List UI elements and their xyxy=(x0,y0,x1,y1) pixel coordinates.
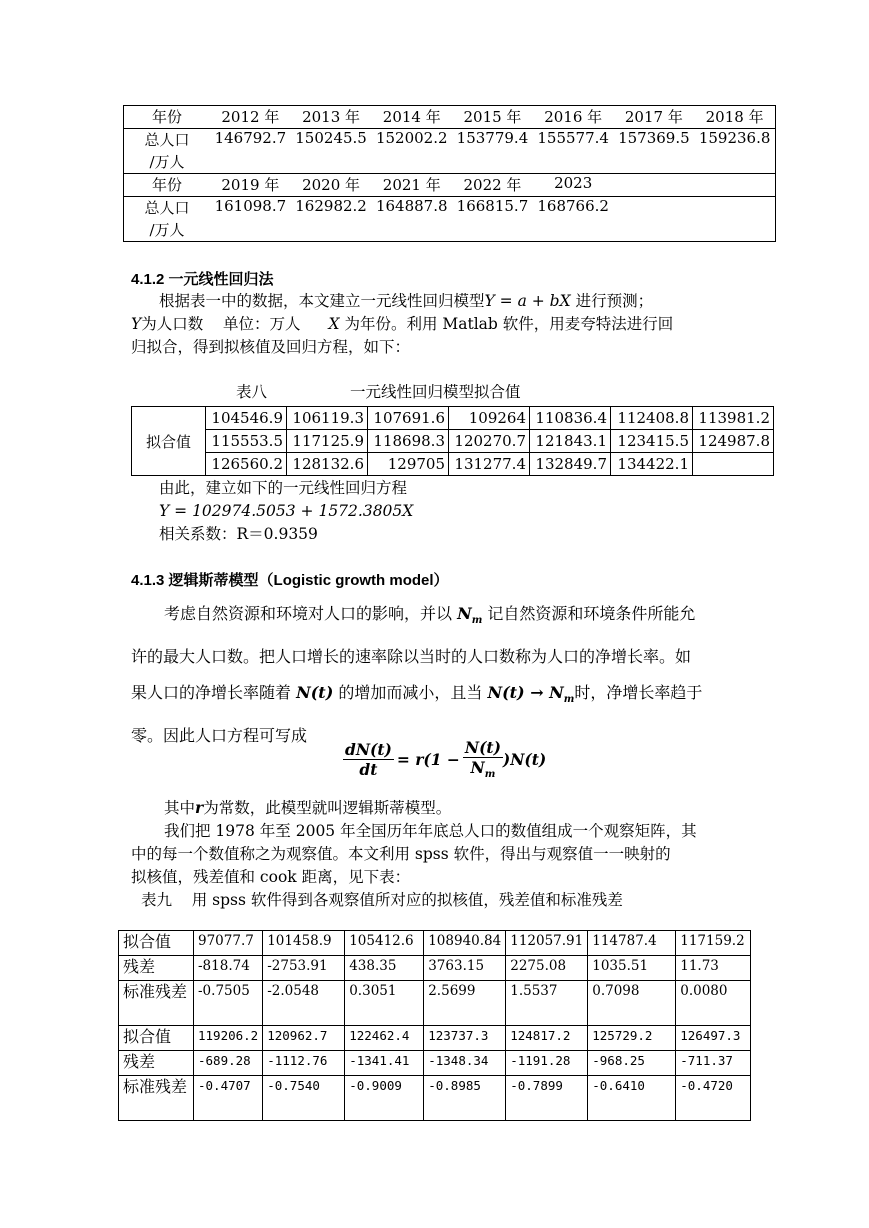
table-cell: 2021 年 xyxy=(371,174,452,197)
table-row xyxy=(132,430,774,453)
table-cell: -2.0548 xyxy=(263,981,345,1026)
table-cell: 123415.5 xyxy=(611,430,693,453)
table-row xyxy=(124,129,776,174)
table-cell: 166815.7 xyxy=(456,197,529,215)
table-caption: 一元线性回归模型拟合值 xyxy=(350,383,521,401)
table-cell: -1341.41 xyxy=(345,1051,424,1076)
row-label: 残差 xyxy=(119,956,194,981)
table-cell: -0.6410 xyxy=(588,1076,676,1121)
table-cell: 0.3051 xyxy=(345,981,424,1026)
table-cell: -1191.28 xyxy=(506,1051,588,1076)
table-caption-number: 表八 xyxy=(236,383,268,401)
table-cell: 126497.3 xyxy=(676,1026,751,1051)
table-cell: 3763.15 xyxy=(424,956,506,981)
table-cell: -2753.91 xyxy=(263,956,345,981)
table-cell: 107691.6 xyxy=(368,407,449,430)
table-cell: 2020 年 xyxy=(291,174,372,197)
fitted-values-table xyxy=(131,406,774,476)
table-row xyxy=(119,931,751,956)
table-cell: 2017 年 xyxy=(614,106,695,129)
table-cell: 115553.5 xyxy=(206,430,287,453)
table-cell: 105412.6 xyxy=(345,931,424,956)
table-cell: 152002.2 xyxy=(371,129,452,174)
table-cell: -711.37 xyxy=(676,1051,751,1076)
table-cell: 132849.7 xyxy=(530,453,611,476)
row-label: 标准残差 xyxy=(119,981,194,1026)
table-cell: 153779.4 xyxy=(452,129,533,174)
section-paragraph: 根据表一中的数据，本文建立一元线性回归模型Y = a + bX 进行预测； Y为人口数 单位：万人 X 为年份。利用 Matlab 软件，用麦夸特法进行回 归拟合，得到拟核值及回归方程，如下： xyxy=(131,292,674,356)
table-cell: 2023 xyxy=(533,174,614,197)
table-cell: 123737.3 xyxy=(424,1026,506,1051)
section-heading: 4.1.3 逻辑斯蒂模型（Logistic growth model） xyxy=(131,572,449,589)
row-label: 总人口 /万人 xyxy=(144,199,190,239)
table-row xyxy=(124,106,776,129)
table-cell: -0.8985 xyxy=(424,1076,506,1121)
table-cell: 112057.91 xyxy=(506,931,588,956)
table-cell: -1348.34 xyxy=(424,1051,506,1076)
table-row xyxy=(119,981,751,1026)
table-cell: 108940.84 xyxy=(424,931,506,956)
table-row xyxy=(124,197,776,242)
table-cell: 168766.2 xyxy=(537,197,609,215)
table-cell: -0.9009 xyxy=(345,1076,424,1121)
table-cell: -0.7540 xyxy=(263,1076,345,1121)
table-cell: 2.5699 xyxy=(424,981,506,1026)
table-cell: 104546.9 xyxy=(206,407,287,430)
table-row xyxy=(119,1051,751,1076)
table-cell: 2275.08 xyxy=(506,956,588,981)
table-cell: 117159.2 xyxy=(676,931,751,956)
table-row xyxy=(119,1026,751,1051)
table-cell: 155577.4 xyxy=(533,129,614,174)
table-row xyxy=(132,407,774,430)
table-cell: 118698.3 xyxy=(368,430,449,453)
table-cell: 2016 年 xyxy=(533,106,614,129)
table-row xyxy=(132,453,774,476)
table-cell: 119206.2 xyxy=(194,1026,263,1051)
table-cell xyxy=(693,453,774,476)
table-cell xyxy=(694,197,775,242)
regression-equation: Y = 102974.5053 + 1572.3805X xyxy=(159,502,414,520)
table-cell: 1.5537 xyxy=(506,981,588,1026)
table-cell: 2019 年 xyxy=(210,174,291,197)
table-cell: -818.74 xyxy=(194,956,263,981)
table-cell: 120270.7 xyxy=(449,430,530,453)
table-cell: 2014 年 xyxy=(371,106,452,129)
table-cell: -0.4707 xyxy=(194,1076,263,1121)
table-cell: 438.35 xyxy=(345,956,424,981)
table-cell: 11.73 xyxy=(676,956,751,981)
table-cell: 110836.4 xyxy=(530,407,611,430)
table-cell: 124817.2 xyxy=(506,1026,588,1051)
table-cell xyxy=(694,174,775,197)
table-cell: 134422.1 xyxy=(611,453,693,476)
table-cell: 106119.3 xyxy=(287,407,368,430)
table-cell: 114787.4 xyxy=(588,931,676,956)
regression-intro: 由此，建立如下的一元线性回归方程 xyxy=(159,479,408,497)
table-cell: 122462.4 xyxy=(345,1026,424,1051)
table-cell xyxy=(614,197,695,242)
logistic-equation: $\frac{dN(t)}{dt}$ = r(1 − $\frac{N(t)}{N_m}$ )N(t) xyxy=(345,738,547,781)
table-cell: 2013 年 xyxy=(291,106,372,129)
section-heading: 4.1.2 一元线性回归法 xyxy=(131,271,274,288)
table-cell: -0.4720 xyxy=(676,1076,751,1121)
table-cell: 0.0080 xyxy=(676,981,751,1026)
table-cell: 2015 年 xyxy=(452,106,533,129)
table-cell xyxy=(614,174,695,197)
table-cell: 124987.8 xyxy=(693,430,774,453)
table-cell: 164887.8 xyxy=(375,197,448,215)
table-cell: 112408.8 xyxy=(611,407,693,430)
table-cell: 109264 xyxy=(449,407,530,430)
row-label: 拟合值 xyxy=(119,931,194,956)
section-paragraph: 其中r为常数，此模型就叫逻辑斯蒂模型。 我们把 1978 年至 2005 年全国历年年底总人口的数值组成一个观察矩阵，其 中的每一个数值称之为观察值。本文利用 spss 软件，得出与观察值一一映射的 拟核值，残差值和 cook 距离，见下表： 表九 用 spss 软件得到各观察值所对应的拟核值，残差值和标准残差 xyxy=(131,796,781,912)
row-label: 拟合值 xyxy=(119,1026,194,1051)
table-row xyxy=(124,174,776,197)
table-row xyxy=(119,1076,751,1121)
row-label: 年份 xyxy=(124,174,211,197)
table-cell: 129705 xyxy=(368,453,449,476)
spss-results-table xyxy=(118,930,751,1121)
row-label: 标准残差 xyxy=(119,1076,194,1121)
table-cell: 113981.2 xyxy=(693,407,774,430)
table-cell: 131277.4 xyxy=(449,453,530,476)
table-cell: 2012 年 xyxy=(210,106,291,129)
table-cell: 101458.9 xyxy=(263,931,345,956)
table-cell: 120962.7 xyxy=(263,1026,345,1051)
table-cell: 128132.6 xyxy=(287,453,368,476)
table-cell: -689.28 xyxy=(194,1051,263,1076)
table-cell: 150245.5 xyxy=(291,129,372,174)
table-cell: -0.7505 xyxy=(194,981,263,1026)
table-cell: 1035.51 xyxy=(588,956,676,981)
table-caption: 表九 用 spss 软件得到各观察值所对应的拟核值，残差值和标准残差 xyxy=(141,891,623,909)
table-cell: 159236.8 xyxy=(694,129,775,174)
table-cell: 121843.1 xyxy=(530,430,611,453)
table-cell: 97077.7 xyxy=(194,931,263,956)
table-cell: 161098.7 xyxy=(214,197,287,215)
row-label: 总人口 /万人 xyxy=(124,129,211,174)
correlation-coefficient: 相关系数：R＝0.9359 xyxy=(159,525,318,543)
table-cell: -0.7899 xyxy=(506,1076,588,1121)
row-label: 拟合值 xyxy=(132,407,206,476)
table-cell: 117125.9 xyxy=(287,430,368,453)
table-cell: 157369.5 xyxy=(614,129,695,174)
section-paragraph: 考虑自然资源和环境对人口的影响，并以 $N_m$ 记自然资源和环境条件所能允 许的最大人口数。把人口增长的速率除以当时的人口数称为人口的净增长率。如 果人口的净增长率随着 N(t) 的增加而减小，且当 $N(t) \to N_m$时，净增长率趋于 零。因此人口方程可写成 xyxy=(131,604,703,746)
table-cell: 2022 年 xyxy=(452,174,533,197)
table-cell: 2018 年 xyxy=(694,106,775,129)
population-table xyxy=(123,105,776,242)
table-cell: 125729.2 xyxy=(588,1026,676,1051)
table-row xyxy=(119,956,751,981)
row-label: 年份 xyxy=(124,106,211,129)
table-cell: 126560.2 xyxy=(206,453,287,476)
table-cell: -1112.76 xyxy=(263,1051,345,1076)
table-cell: 0.7098 xyxy=(588,981,676,1026)
regression-model-formula: Y = a + bX xyxy=(484,292,571,310)
row-label: 残差 xyxy=(119,1051,194,1076)
table-cell: -968.25 xyxy=(588,1051,676,1076)
table-cell: 146792.7 xyxy=(210,129,291,174)
table-cell: 162982.2 xyxy=(295,197,367,215)
